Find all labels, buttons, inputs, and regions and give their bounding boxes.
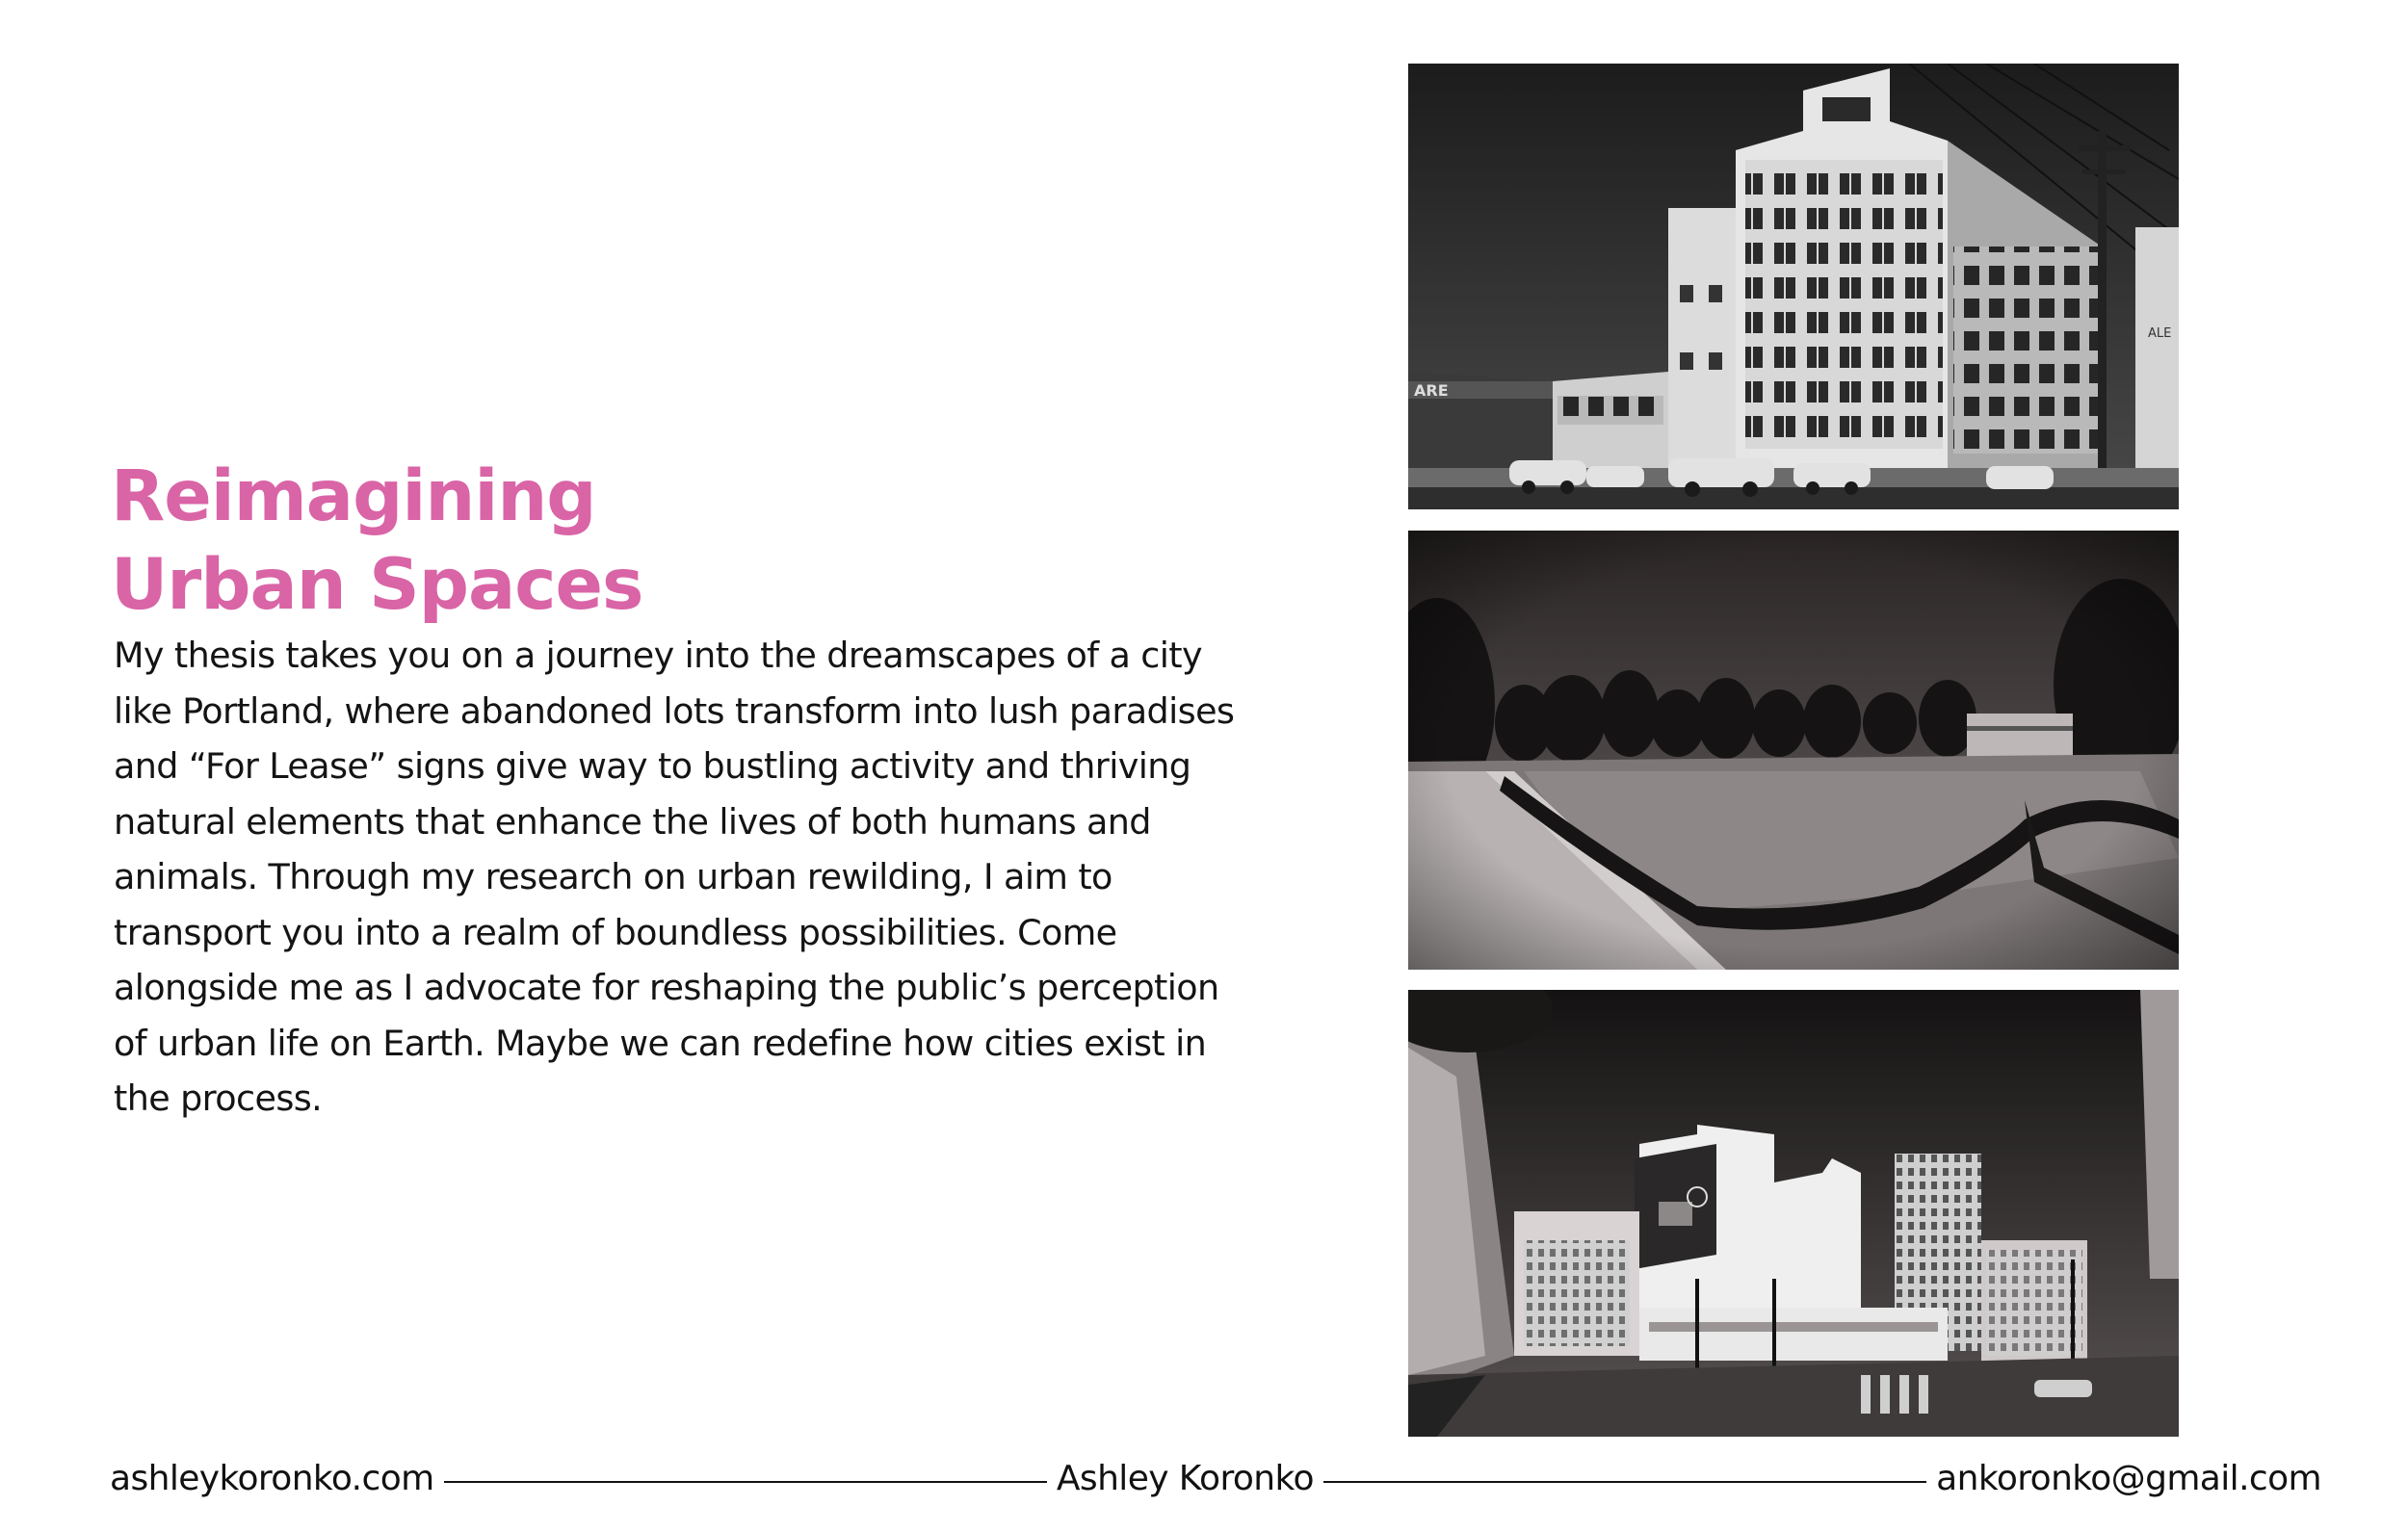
- footer-website: ashleykoronko.com: [110, 1458, 434, 1498]
- photo-downtown-street: [1408, 990, 2179, 1437]
- title-line-1: Reimagining: [111, 455, 596, 537]
- footer-rule-right: [1323, 1481, 1926, 1483]
- footer-email: ankoronko@gmail.com: [1936, 1458, 2321, 1498]
- page-title: [111, 453, 643, 630]
- title-line-2: Urban Spaces: [111, 544, 643, 626]
- building-sign-text: ARE: [1414, 381, 1449, 400]
- photo-industrial-building: [1408, 64, 2179, 509]
- footer-rule-left: [444, 1481, 1047, 1483]
- thesis-paragraph: My thesis takes you on a journey into the dreamscapes of a city like Portland, where abandoned lots transform into lush paradises and “For Lease” signs give way to bustling activity and thriving natural elements that enhance the lives of both humans and animals. Through my research on urban rewilding, I aim to transport you into a realm of boundless possibilities. Come alongside me as I advocate for reshaping the public’s perception of urban life on Earth. Maybe we can redefine how cities exist in the process.: [114, 635, 1235, 1119]
- photo-abandoned-lot: [1408, 531, 2179, 970]
- page-footer: [110, 1454, 2321, 1502]
- footer-author: Ashley Koronko: [1056, 1458, 1314, 1498]
- sign-text-right: ALE: [2148, 326, 2172, 341]
